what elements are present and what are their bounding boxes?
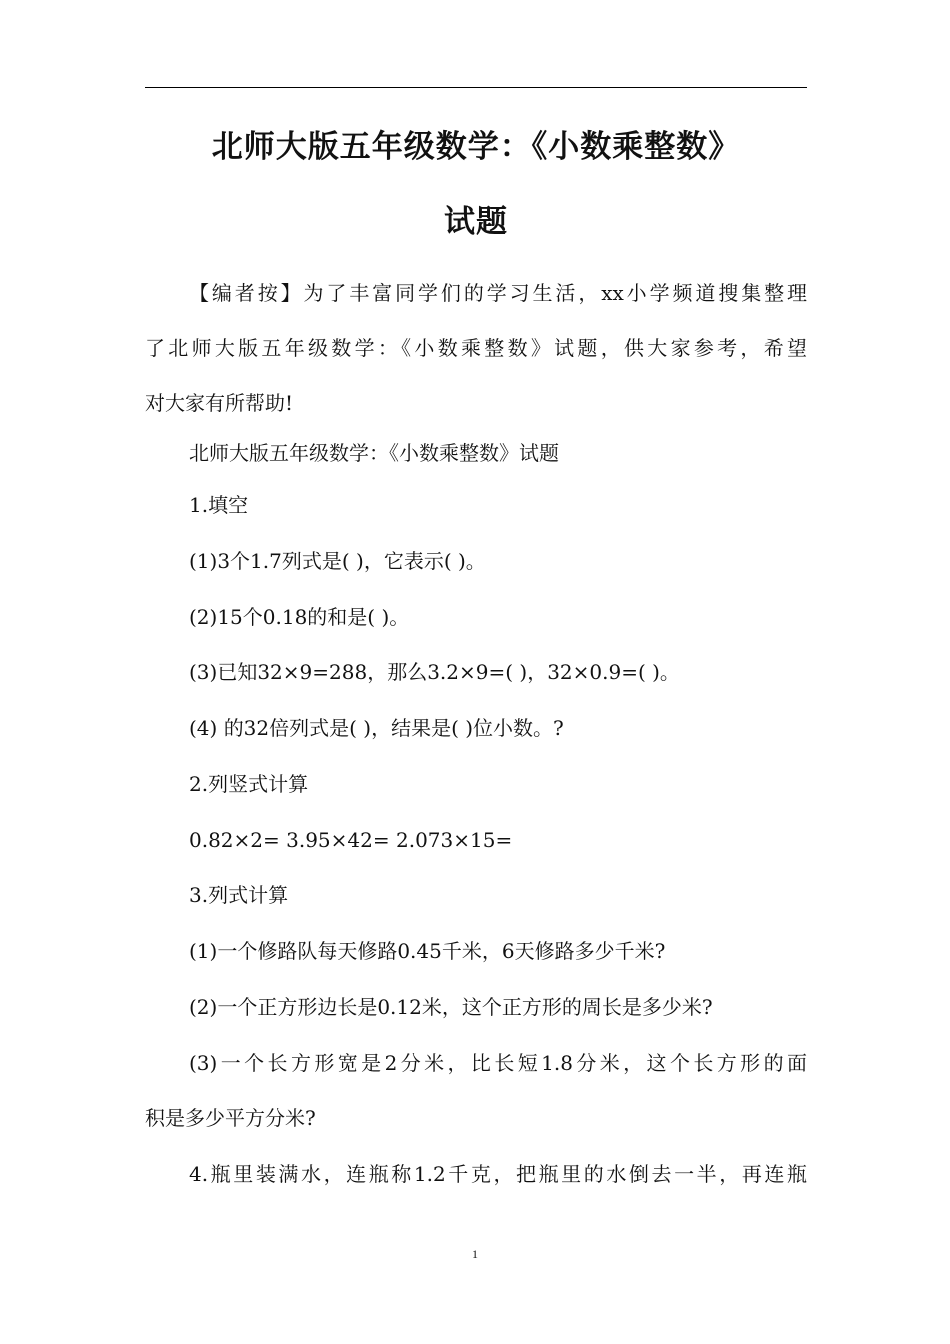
question-3-2: (2)一个正方形边长是0.12米，这个正方形的周长是多少米? xyxy=(189,995,713,1019)
section-heading: 北师大版五年级数学：《小数乘整数》试题 xyxy=(189,441,559,465)
question-1-heading: 1.填空 xyxy=(189,493,249,517)
editor-note xyxy=(145,278,807,443)
question-3-heading: 3.列式计算 xyxy=(189,883,289,907)
question-1-2: (2)15个0.18的和是( )。 xyxy=(189,605,410,629)
question-3-1: (1)一个修路队每天修路0.45千米，6天修路多少千米? xyxy=(189,939,666,963)
editor-note-line-2: 了北师大版五年级数学：《小数乘整数》试题，供大家参考，希望 xyxy=(145,336,807,360)
page-number: 1 xyxy=(472,1247,478,1261)
question-4-line-1: 4.瓶里装满水，连瓶称1.2千克，把瓶里的水倒去一半，再连瓶 xyxy=(189,1162,807,1186)
question-1-4: (4) 的32倍列式是( )，结果是( )位小数。? xyxy=(189,716,564,740)
question-1-3: (3)已知32×9=288，那么3.2×9=( )，32×0.9=( )。 xyxy=(189,660,680,684)
editor-note-line-3: 对大家有所帮助! xyxy=(145,391,294,415)
question-2-expressions: 0.82×2= 3.95×42= 2.073×15= xyxy=(189,828,513,852)
header-rule xyxy=(145,87,807,88)
question-3-3-line-1: (3)一个长方形宽是2分米，比长短1.8分米，这个长方形的面 xyxy=(189,1051,807,1075)
document-title-line-2: 试题 xyxy=(444,204,508,240)
question-2-heading: 2.列竖式计算 xyxy=(189,772,309,796)
question-3-3-line-2: 积是多少平方分米? xyxy=(145,1106,316,1130)
question-1-1: (1)3个1.7列式是( )，它表示( )。 xyxy=(189,549,486,573)
document-title-line-1: 北师大版五年级数学：《小数乘整数》 xyxy=(211,129,741,165)
editor-note-line-1: 【编者按】为了丰富同学们的学习生活，xx小学频道搜集整理 xyxy=(189,281,807,305)
